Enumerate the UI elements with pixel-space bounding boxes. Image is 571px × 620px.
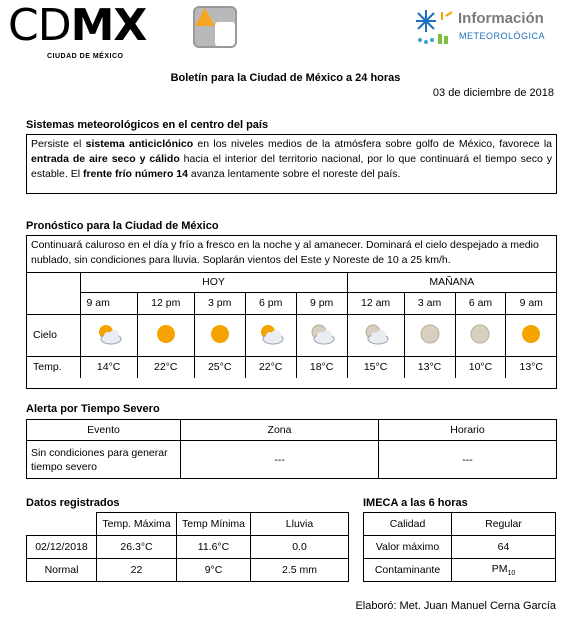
temp-value: 10°C bbox=[455, 356, 506, 378]
temp-value: 25°C bbox=[194, 356, 245, 378]
row-label: 02/12/2018 bbox=[27, 536, 97, 559]
hour-label: 12 am bbox=[347, 292, 404, 314]
rain-value: 0.0 bbox=[251, 536, 349, 559]
row-label-temp: Temp. bbox=[27, 356, 80, 378]
sky-cell bbox=[80, 314, 137, 356]
imeca-heading: IMECA a las 6 horas bbox=[363, 497, 468, 509]
forecast-table bbox=[27, 273, 556, 378]
alert-col-event: Evento bbox=[27, 420, 181, 441]
min-value: 9°C bbox=[177, 559, 251, 582]
sky-cell bbox=[347, 314, 404, 356]
author: Elaboró: Met. Juan Manuel Cerna García bbox=[355, 600, 556, 612]
min-value: 11.6°C bbox=[177, 536, 251, 559]
col-max: Temp. Máxima bbox=[97, 513, 177, 536]
recorded-table bbox=[26, 512, 349, 582]
recorded-heading: Datos registrados bbox=[26, 497, 120, 509]
imeca-table bbox=[363, 512, 556, 582]
sky-cell bbox=[137, 314, 194, 356]
sun-icon bbox=[518, 323, 544, 345]
group-tomorrow: MAÑANA bbox=[347, 273, 556, 292]
alert-col-time: Horario bbox=[379, 420, 557, 441]
temp-value: 14°C bbox=[80, 356, 137, 378]
moon-cloud-icon bbox=[363, 323, 389, 345]
hours-row bbox=[27, 292, 556, 314]
alert-event: Sin condiciones para generar tiempo severo bbox=[27, 441, 181, 479]
info-meteorologica-logo bbox=[412, 6, 562, 56]
table-row bbox=[27, 536, 349, 559]
forecast-text: Continuará caluroso en el día y frío a fresco en la noche y al amanecer. Dominará el cielo despejado a medio nublado, sin condiciones para lluvia. Soplarán vientos del Este y Noreste de 10 a 25 km/h. bbox=[27, 236, 556, 273]
imeca-max-value: 64 bbox=[452, 536, 556, 559]
bulletin-date: 03 de diciembre de 2018 bbox=[432, 87, 554, 99]
sky-cell bbox=[506, 314, 556, 356]
sky-row bbox=[27, 314, 556, 356]
imeca-max-label: Valor máximo bbox=[364, 536, 452, 559]
alert-zone: --- bbox=[181, 441, 379, 479]
row-label-sky: Cielo bbox=[27, 314, 80, 356]
header bbox=[0, 0, 571, 70]
moon-icon bbox=[417, 323, 443, 345]
imeca-pollutant-value: $PM_{10}$ bbox=[452, 559, 556, 582]
hour-label: 9 pm bbox=[296, 292, 347, 314]
snowflake-sun-icon bbox=[412, 6, 456, 50]
sun-cloud-icon bbox=[258, 323, 284, 345]
moon-icon bbox=[467, 323, 493, 345]
table-row bbox=[27, 559, 349, 582]
logo-subtitle: CIUDAD DE MÉXICO bbox=[47, 53, 124, 60]
bulletin-title: Boletín para la Ciudad de México a 24 horas bbox=[170, 72, 401, 84]
max-value: 22 bbox=[97, 559, 177, 582]
sky-cell bbox=[404, 314, 455, 356]
systems-heading: Sistemas meteorológicos en el centro del país bbox=[26, 119, 269, 131]
forecast-box bbox=[26, 235, 557, 389]
rain-value: 2.5 mm bbox=[251, 559, 349, 582]
alert-col-zone: Zona bbox=[181, 420, 379, 441]
civil-protection-icon bbox=[193, 6, 237, 48]
temp-row bbox=[27, 356, 556, 378]
alert-table bbox=[26, 419, 557, 479]
group-today: HOY bbox=[80, 273, 347, 292]
temp-value: 13°C bbox=[404, 356, 455, 378]
max-value: 26.3°C bbox=[97, 536, 177, 559]
imeca-quality: Regular bbox=[452, 513, 556, 536]
row-label: Normal bbox=[27, 559, 97, 582]
logo-mx: MX bbox=[70, 0, 147, 51]
alert-heading: Alerta por Tiempo Severo bbox=[26, 403, 160, 415]
imeca-col-quality: Calidad bbox=[364, 513, 452, 536]
sun-icon bbox=[207, 323, 233, 345]
imeca-pollutant-label: Contaminante bbox=[364, 559, 452, 582]
sky-cell bbox=[194, 314, 245, 356]
temp-value: 15°C bbox=[347, 356, 404, 378]
temp-value: 18°C bbox=[296, 356, 347, 378]
sun-icon bbox=[153, 323, 179, 345]
moon-cloud-icon bbox=[309, 323, 335, 345]
hour-label: 12 pm bbox=[137, 292, 194, 314]
hour-label: 6 am bbox=[455, 292, 506, 314]
alert-time: --- bbox=[379, 441, 557, 479]
logo-cd: CD bbox=[8, 0, 71, 51]
info-title: Información bbox=[458, 10, 544, 27]
systems-paragraph: Persiste el sistema anticiclónico en los niveles medios de la atmósfera sobre golfo de México, favorece la entrada de aire seco y cálido hacia el interior del territorio nacional, por lo que continuará el tiempo seco y estable. El frente frío número 14 avanza lentamente sobre el noreste del país. bbox=[26, 134, 557, 194]
hour-label: 3 am bbox=[404, 292, 455, 314]
hour-label: 3 pm bbox=[194, 292, 245, 314]
col-min: Temp Mínima bbox=[177, 513, 251, 536]
hour-label: 9 am bbox=[506, 292, 556, 314]
sky-cell bbox=[245, 314, 296, 356]
temp-value: 22°C bbox=[137, 356, 194, 378]
temp-value: 13°C bbox=[506, 356, 556, 378]
sun-cloud-icon bbox=[96, 323, 122, 345]
sky-cell bbox=[455, 314, 506, 356]
cdmx-logo bbox=[8, 0, 147, 51]
forecast-heading: Pronóstico para la Ciudad de México bbox=[26, 220, 219, 232]
sky-cell bbox=[296, 314, 347, 356]
col-rain: Lluvia bbox=[251, 513, 349, 536]
hour-label: 6 pm bbox=[245, 292, 296, 314]
temp-value: 22°C bbox=[245, 356, 296, 378]
info-subtitle: METEOROLÓGICA bbox=[459, 31, 546, 41]
hour-label: 9 am bbox=[80, 292, 137, 314]
